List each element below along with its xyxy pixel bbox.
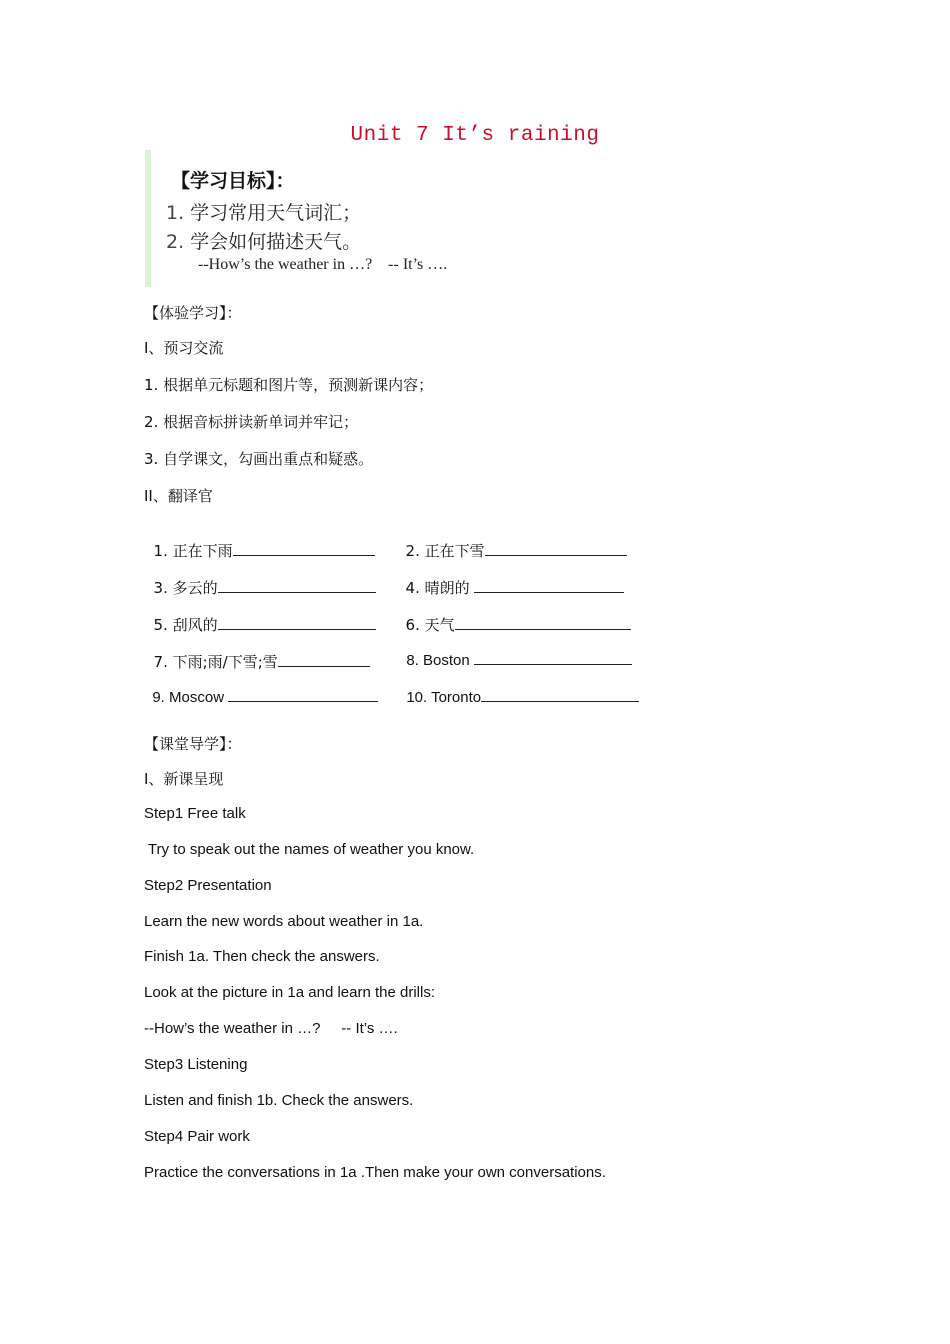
objective-item: 2. 学会如何描述天气。 [166,231,362,253]
step-drill: --How’s the weather in …? -- It’s …. [144,1020,398,1037]
preview-heading: I、预习交流 [144,339,224,357]
answer-blank[interactable] [278,652,370,667]
objective-item: 1. 学习常用天气词汇； [166,202,362,224]
step-heading: Step2 Presentation [144,877,272,894]
translate-item: 7. 下雨;雨/下雪;雪 [144,633,370,672]
translate-item: 4. 晴朗的 [396,559,624,598]
answer-blank[interactable] [485,541,627,556]
document-title: Unit 7 It’s raining [350,124,600,147]
step-text: Listen and finish 1b. Check the answers. [144,1092,414,1109]
answer-blank[interactable] [218,578,376,593]
objectives-box [145,150,511,287]
answer-blank[interactable] [474,578,624,593]
objectives-heading: 【学习目标】： [171,170,295,192]
translate-item: 2. 正在下雪 [396,522,627,561]
experience-heading: 【体验学习】： [144,304,242,322]
translate-item: 6. 天气 [396,596,631,635]
translate-item: 5. 刮风的 [144,596,376,635]
step-heading: Step1 Free talk [144,805,246,822]
step-text: Try to speak out the names of weather you know. [144,841,475,858]
objective-drill: --How’s the weather in …? -- It’s …. [198,256,448,273]
step-text: Learn the new words about weather in 1a. [144,913,424,930]
step-text: Look at the picture in 1a and learn the drills: [144,984,436,1001]
classroom-section-heading: I、新课呈现 [144,770,224,788]
translate-item: 8. Boston [398,633,632,669]
answer-blank[interactable] [481,687,639,702]
step-text: Finish 1a. Then check the answers. [144,948,380,965]
translate-item: 10. Toronto [398,670,639,706]
translate-item: 1. 正在下雨 [144,522,375,561]
classroom-heading: 【课堂导学】： [144,735,242,753]
step-text: Practice the conversations in 1a .Then make your own conversations. [144,1164,606,1181]
translate-item: 3. 多云的 [144,559,376,598]
translate-heading: II、翻译官 [144,487,213,505]
step-heading: Step3 Listening [144,1056,248,1073]
step-heading: Step4 Pair work [144,1128,250,1145]
answer-blank[interactable] [455,615,631,630]
answer-blank[interactable] [233,541,375,556]
answer-blank[interactable] [474,650,632,665]
preview-item: 2. 根据音标拼读新单词并牢记； [144,413,359,431]
answer-blank[interactable] [228,687,378,702]
answer-blank[interactable] [218,615,376,630]
preview-item: 3. 自学课文，勾画出重点和疑惑。 [144,450,374,468]
translate-item: 9. Moscow [144,670,378,706]
preview-item: 1. 根据单元标题和图片等，预测新课内容； [144,376,434,394]
